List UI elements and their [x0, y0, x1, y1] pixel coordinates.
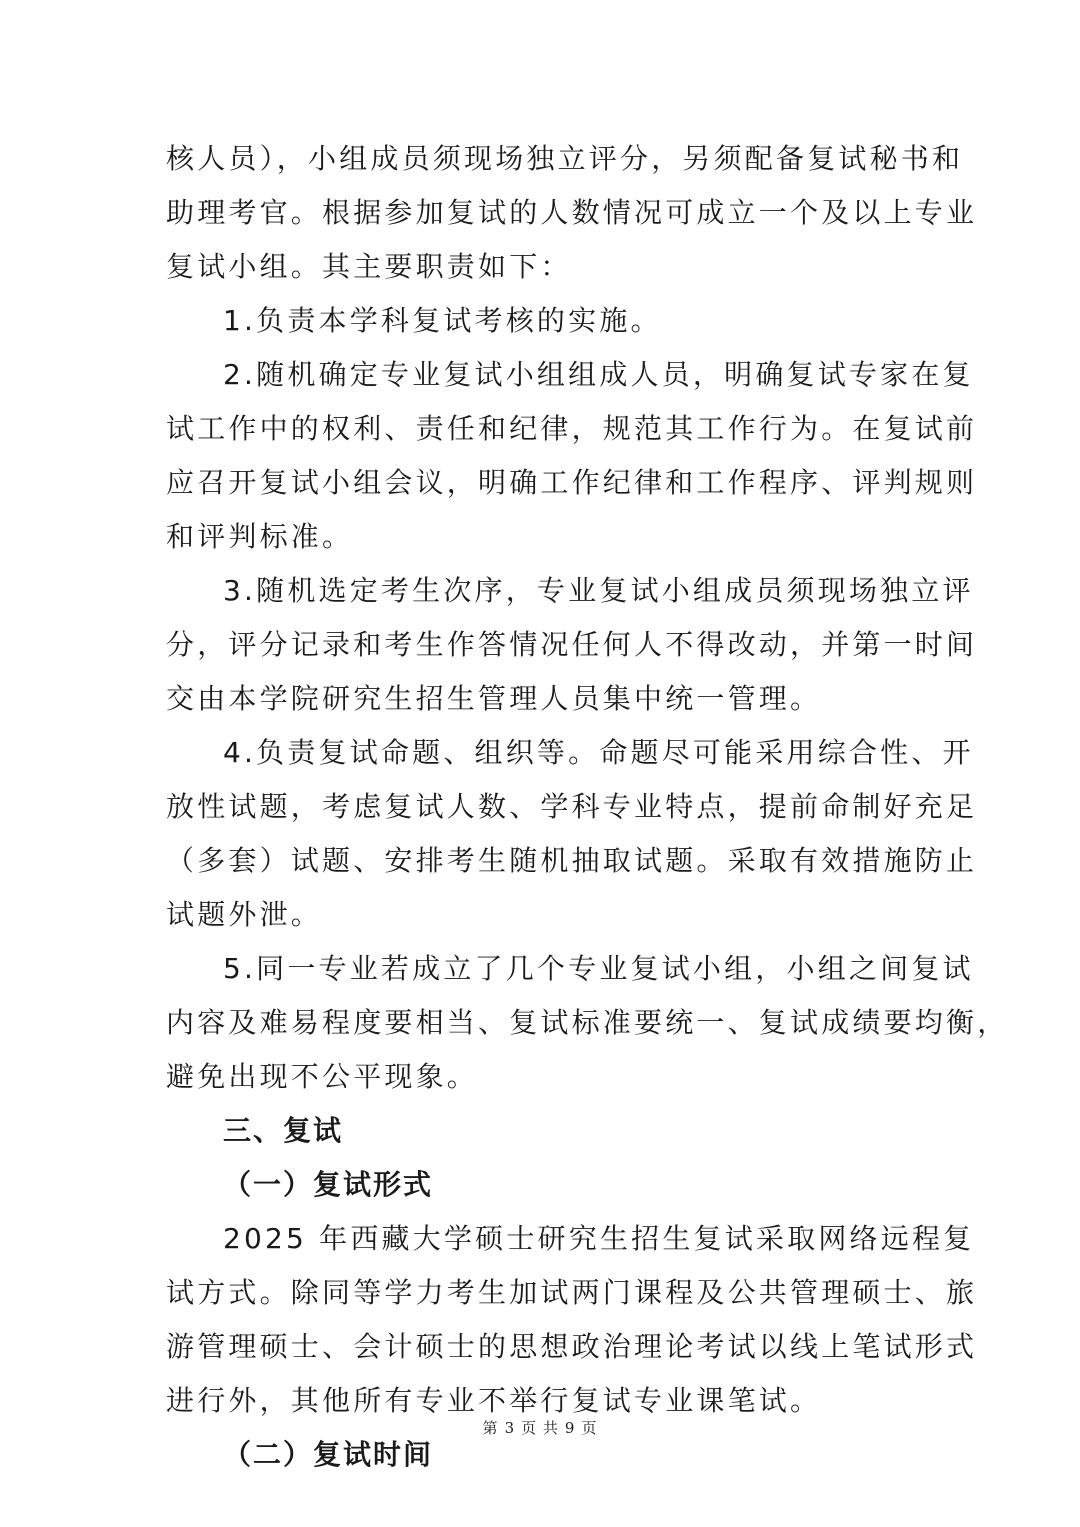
- text-line: 试工作中的权利、责任和纪律，规范其工作行为。在复试前: [166, 412, 978, 445]
- text-line: 进行外，其他所有专业不举行复试专业课笔试。: [166, 1384, 822, 1417]
- text-line: 3.随机选定考生次序，专业复试小组成员须现场独立评: [223, 574, 974, 607]
- text-line: 复试小组。其主要职责如下：: [166, 250, 572, 283]
- text-line: 分，评分记录和考生作答情况任何人不得改动，并第一时间: [166, 628, 978, 661]
- text-line: （多套）试题、安排考生随机抽取试题。采取有效措施防止: [166, 844, 978, 877]
- text-line: 2.随机确定专业复试小组组成人员，明确复试专家在复: [223, 358, 974, 391]
- text-line: 试题外泄。: [166, 898, 323, 931]
- text-line: 内容及难易程度要相当、复试标准要统一、复试成绩要均衡，: [166, 1006, 1009, 1039]
- text-line: 5.同一专业若成立了几个专业复试小组，小组之间复试: [223, 952, 974, 985]
- text-line: 4.负责复试命题、组织等。命题尽可能采用综合性、开: [223, 736, 974, 769]
- footer-prefix: 第: [482, 1419, 499, 1437]
- footer-total-pages: 9: [564, 1419, 576, 1437]
- text-line: 1.负责本学科复试考核的实施。: [223, 304, 662, 337]
- footer-suffix: 页: [581, 1419, 598, 1437]
- text-line: 交由本学院研究生招生管理人员集中统一管理。: [166, 682, 822, 715]
- text-line: 试方式。除同等学力考生加试两门课程及公共管理硕士、旅: [166, 1276, 978, 1309]
- text-line: 放性试题，考虑复试人数、学科专业特点，提前命制好充足: [166, 790, 978, 823]
- footer-middle: 页 共: [521, 1419, 559, 1437]
- text-line: 和评判标准。: [166, 520, 354, 553]
- text-line: 应召开复试小组会议，明确工作纪律和工作程序、评判规则: [166, 466, 978, 499]
- page-footer: [0, 1417, 1080, 1438]
- section-heading: 三、复试: [223, 1114, 344, 1147]
- footer-current-page: 3: [504, 1419, 516, 1437]
- section-heading: （一）复试形式: [223, 1168, 434, 1201]
- text-line: 2025 年西藏大学硕士研究生招生复试采取网络远程复: [223, 1222, 975, 1255]
- text-line: 游管理硕士、会计硕士的思想政治理论考试以线上笔试形式: [166, 1330, 978, 1363]
- text-line: 核人员），小组成员须现场独立评分，另须配备复试秘书和: [166, 142, 964, 175]
- text-line: 避免出现不公平现象。: [166, 1060, 479, 1093]
- document-body: [166, 132, 1009, 1482]
- text-line: 助理考官。根据参加复试的人数情况可成立一个及以上专业: [166, 196, 978, 229]
- section-heading: （二）复试时间: [223, 1438, 434, 1471]
